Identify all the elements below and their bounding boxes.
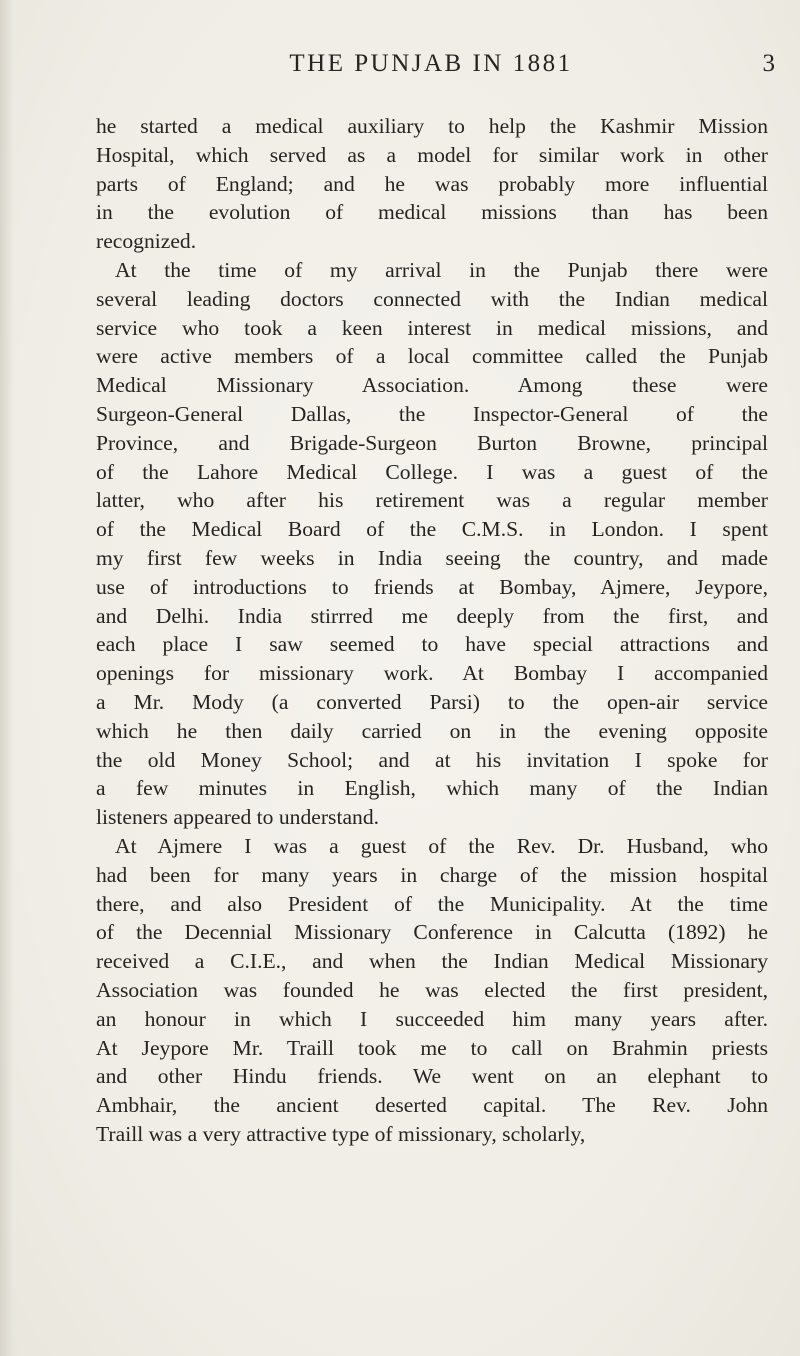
text-line: Province, and Brigade-Surgeon Burton Browne, principal	[96, 430, 768, 455]
text-line: use of introductions to friends at Bombay, Ajmere, Jeypore,	[96, 574, 768, 599]
text-line: a few minutes in English, which many of the Indian	[96, 776, 768, 801]
text-line: were active members of a local committee called the Punjab	[96, 344, 768, 369]
text-line: Ambhair, the ancient deserted capital. The Rev. John	[96, 1093, 768, 1118]
text-line: At Jeypore Mr. Traill took me to call on Brahmin priests	[96, 1035, 768, 1060]
text-line: my first few weeks in India seeing the country, and made	[96, 545, 768, 570]
text-line: At the time of my arrival in the Punjab there were	[115, 257, 768, 282]
body-text	[96, 112, 768, 1149]
text-line: and other Hindu friends. We went on an elephant to	[96, 1064, 768, 1089]
text-line: which he then daily carried on in the evening opposite	[96, 718, 768, 743]
paragraph	[96, 112, 768, 256]
paragraph	[96, 256, 768, 832]
text-line: and Delhi. India stirrred me deeply from the first, and	[96, 603, 768, 628]
text-line: Medical Missionary Association. Among these were	[96, 373, 768, 398]
page-number: 3	[762, 50, 775, 77]
text-line: listeners appeared to understand.	[96, 805, 380, 830]
text-line: openings for missionary work. At Bombay I accompanied	[96, 661, 768, 686]
text-line: an honour in which I succeeded him many years after.	[96, 1006, 768, 1031]
text-line: service who took a keen interest in medical missions, and	[96, 315, 768, 340]
text-line: At Ajmere I was a guest of the Rev. Dr. Husband, who	[115, 833, 768, 858]
text-line: parts of England; and he was probably more influential	[96, 171, 768, 196]
text-line: a Mr. Mody (a converted Parsi) to the open-air service	[96, 689, 768, 714]
text-line: had been for many years in charge of the mission hospital	[96, 862, 768, 887]
text-line: the old Money School; and at his invitation I spoke for	[96, 747, 768, 772]
text-line: in the evolution of medical missions than has been	[96, 200, 768, 225]
text-line: received a C.I.E., and when the Indian Medical Missionary	[96, 949, 768, 974]
text-line: several leading doctors connected with the Indian medical	[96, 286, 768, 311]
text-line: latter, who after his retirement was a regular member	[96, 488, 768, 513]
text-line: Traill was a very attractive type of missionary, scholarly,	[96, 1121, 586, 1146]
text-line: of the Medical Board of the C.M.S. in London. I spent	[96, 517, 768, 542]
text-line: there, and also President of the Municipality. At the time	[96, 891, 768, 916]
text-line: recognized.	[96, 229, 197, 254]
paragraph	[96, 832, 768, 1149]
text-line: Surgeon-General Dallas, the Inspector-General of the	[96, 401, 768, 426]
text-line: Association was founded he was elected the first president,	[96, 977, 768, 1002]
text-line: Hospital, which served as a model for similar work in other	[96, 142, 768, 167]
page-header	[95, 46, 775, 82]
text-line: he started a medical auxiliary to help the Kashmir Mission	[96, 114, 768, 138]
spine-shadow	[0, 0, 14, 1356]
running-head: THE PUNJAB IN 1881	[289, 50, 573, 77]
text-line: each place I saw seemed to have special attractions and	[96, 632, 768, 657]
text-line: of the Lahore Medical College. I was a guest of the	[96, 459, 768, 484]
text-line: of the Decennial Missionary Conference in Calcutta (1892) he	[96, 920, 768, 945]
